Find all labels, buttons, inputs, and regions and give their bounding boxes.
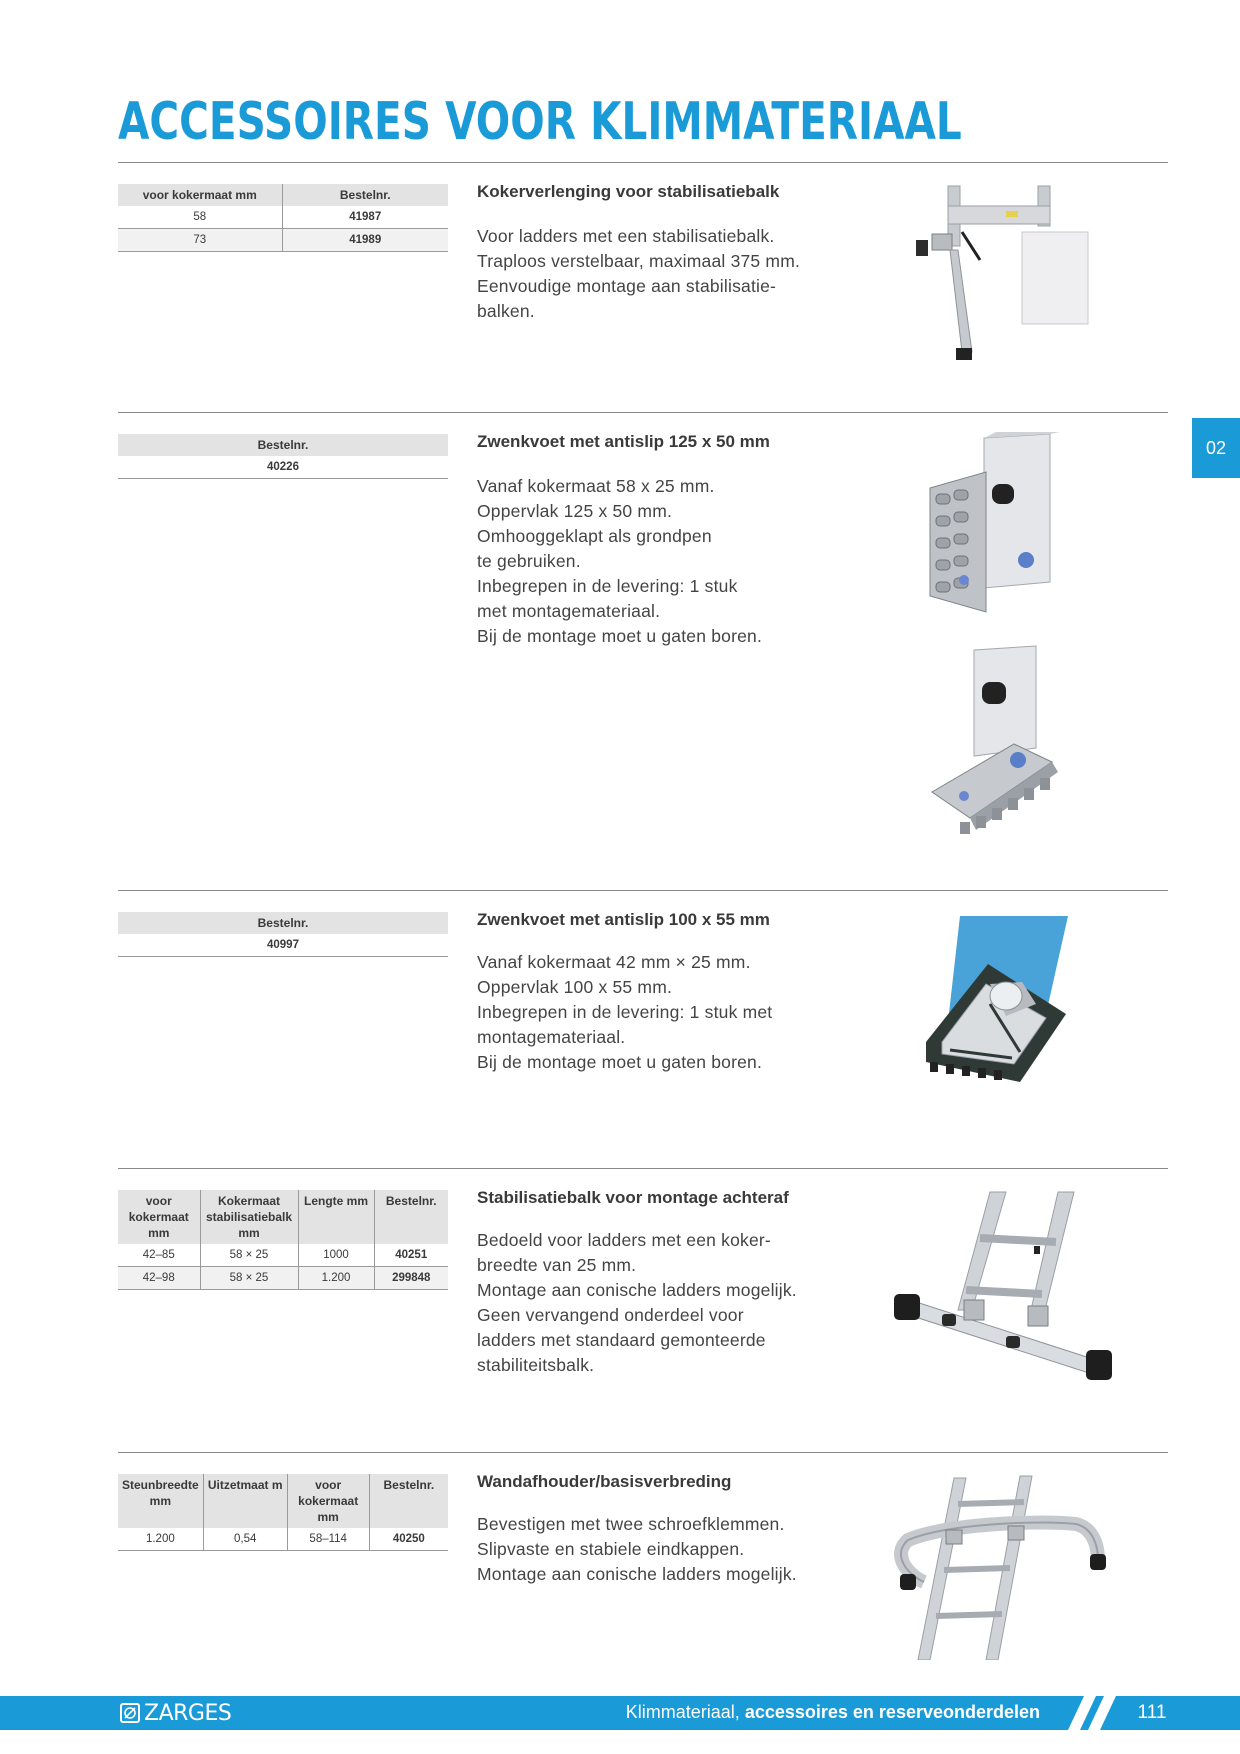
footer-caption-plain: Klimmateriaal, [625, 1702, 740, 1722]
table-row [118, 229, 448, 252]
section-divider [118, 890, 1168, 891]
table-cell: 58 [118, 206, 282, 229]
title-divider [118, 162, 1168, 163]
item-heading: Zwenkvoet met antislip 100 x 55 mm [477, 910, 770, 929]
table-cell: 1000 [298, 1244, 374, 1267]
footer-caption-bold: accessoires en reserveonderdelen [744, 1702, 1040, 1722]
item-heading: Wandafhouder/basisverbreding [477, 1472, 732, 1491]
table-header: Bestelnr. [369, 1474, 448, 1528]
spec-table-kokerverlenging [118, 184, 448, 252]
table-header: Lengte mm [298, 1190, 374, 1244]
order-number: 41989 [282, 229, 448, 252]
zwenkvoet-125-upright-image [920, 432, 1070, 622]
table-header: Bestelnr. [374, 1190, 448, 1244]
table-row [118, 1244, 448, 1267]
item-description: Vanaf kokermaat 58 x 25 mm. Oppervlak 125 x 50 mm. Omhooggeklapt als grondpen te gebruiken. Inbegrepen in de levering: 1 stuk met montagemateriaal. Bij de montage moet u gaten boren. [477, 476, 763, 646]
table-header: voor kokermaat mm [287, 1474, 369, 1528]
table-row [118, 456, 448, 479]
brand-logo[interactable] [120, 1700, 231, 1726]
brand-name: ZARGES [144, 1700, 232, 1726]
section-divider [118, 1452, 1168, 1453]
order-number: 299848 [374, 1267, 448, 1290]
zwenkvoet-100-image [920, 912, 1090, 1092]
table-cell: 1.200 [298, 1267, 374, 1290]
item-description: Bedoeld voor ladders met een koker- breedte van 25 mm. Montage aan conische ladders mogelijk. Geen vervangend onderdeel voor ladders met standaard gemonteerde stabiliteitsbalk. [477, 1230, 797, 1375]
table-cell: 58 × 25 [200, 1267, 298, 1290]
page-number: 111 [1137, 1702, 1167, 1723]
table-header: Bestelnr. [282, 184, 448, 206]
table-row [118, 1528, 448, 1551]
table-cell: 0,54 [203, 1528, 287, 1551]
table-header: Steunbreedte mm [118, 1474, 203, 1528]
order-number: 40250 [369, 1528, 448, 1551]
footer-slash-decoration [1060, 1696, 1130, 1730]
table-cell: 1.200 [118, 1528, 203, 1551]
table-row [118, 206, 448, 229]
table-header: Uitzetmaat m [203, 1474, 287, 1528]
order-number: 41987 [282, 206, 448, 229]
order-number: 40226 [118, 456, 448, 479]
table-row [118, 934, 448, 957]
wandafhouder-image [886, 1474, 1116, 1660]
item-description: Bevestigen met twee schroefklemmen. Slipvaste en stabiele eindkappen. Montage aan conische ladders mogelijk. [477, 1514, 797, 1584]
table-header: voor kokermaat mm [118, 1190, 200, 1244]
table-cell: 42–98 [118, 1267, 200, 1290]
chapter-tab[interactable]: 02 [1192, 418, 1240, 478]
zarges-logo-icon [120, 1703, 140, 1723]
item-heading: Stabilisatiebalk voor montage achteraf [477, 1188, 789, 1207]
table-cell: 58 × 25 [200, 1244, 298, 1267]
section-divider [118, 1168, 1168, 1169]
table-header: Kokermaat stabilisatiebalk mm [200, 1190, 298, 1244]
spec-table-zwenkvoet-125 [118, 434, 448, 479]
spec-table-stabilisatiebalk [118, 1190, 448, 1290]
table-header: Bestelnr. [118, 434, 448, 456]
section-divider [118, 412, 1168, 413]
spec-table-zwenkvoet-100 [118, 912, 448, 957]
stabilisatiebalk-image [880, 1190, 1120, 1390]
item-description: Vanaf kokermaat 42 mm × 25 mm. Oppervlak 100 x 55 mm. Inbegrepen in de levering: 1 stuk met montagemateriaal. Bij de montage moet u gaten boren. [477, 952, 773, 1072]
item-heading: Zwenkvoet met antislip 125 x 50 mm [477, 432, 770, 451]
zwenkvoet-125-folded-image [920, 640, 1070, 840]
spec-table-wandafhouder [118, 1474, 448, 1551]
item-description: Voor ladders met een stabilisatiebalk. Traploos verstelbaar, maximaal 375 mm. Eenvoudige montage aan stabilisatie- balken. [477, 226, 801, 321]
page-title: ACCESSOIRES VOOR KLIMMATERIAAL [118, 92, 962, 152]
order-number: 40997 [118, 934, 448, 957]
item-heading: Kokerverlenging voor stabilisatiebalk [477, 182, 780, 201]
table-cell: 73 [118, 229, 282, 252]
table-header: Bestelnr. [118, 912, 448, 934]
table-row [118, 1267, 448, 1290]
footer-caption [626, 1702, 1040, 1723]
table-header: voor kokermaat mm [118, 184, 282, 206]
table-cell: 42–85 [118, 1244, 200, 1267]
kokerverlenging-image [910, 182, 1100, 372]
order-number: 40251 [374, 1244, 448, 1267]
table-cell: 58–114 [287, 1528, 369, 1551]
